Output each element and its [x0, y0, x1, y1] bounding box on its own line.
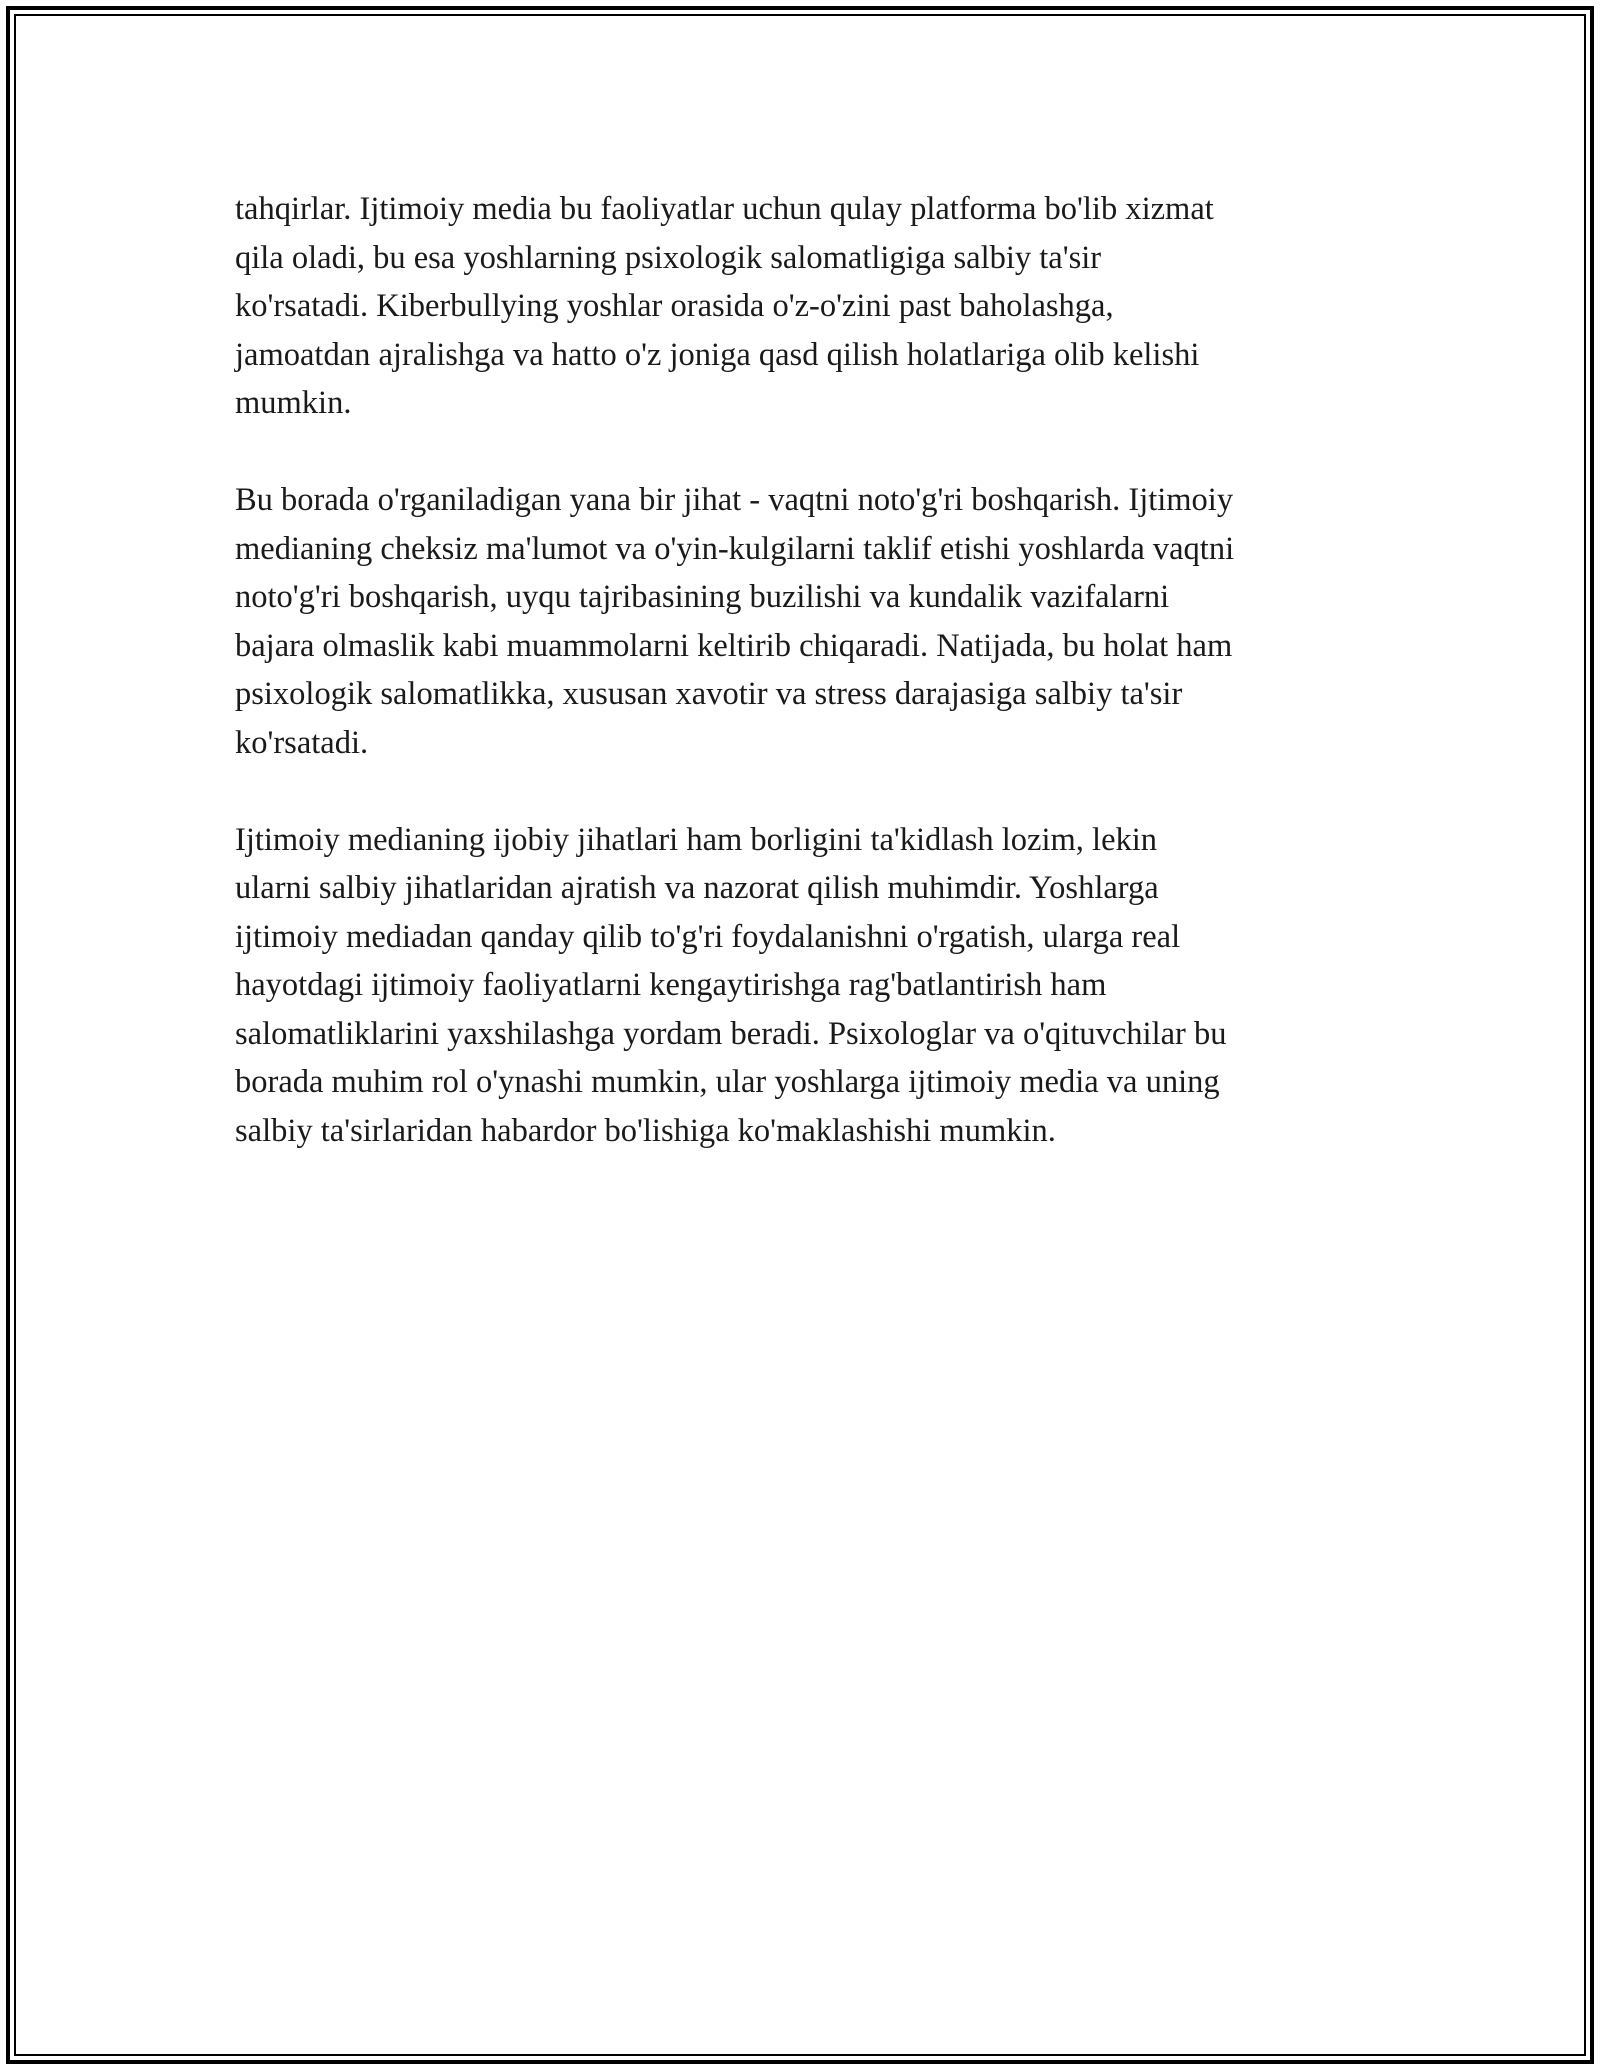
- text-line: noto'g'ri boshqarish, uyqu tajribasining buzilishi va kundalik vazifalarni: [235, 579, 1170, 615]
- paragraph-3: [235, 816, 1375, 1156]
- text-line: jamoatdan ajralishga va hatto o'z joniga qasd qilish holatlariga olib kelishi: [235, 336, 1200, 373]
- text-line: borada muhim rol o'ynashi mumkin, ular yoshlarga ijtimoiy media va uning: [235, 1064, 1220, 1100]
- text-line: Bu borada o'rganiladigan yana bir jihat - vaqtni noto'g'ri boshqarish. Ijtimoiy: [235, 482, 1234, 518]
- text-line: psixologik salomatlikka, xususan xavotir va stress darajasiga salbiy ta'sir: [235, 676, 1183, 712]
- text-line: medianing cheksiz ma'lumot va o'yin-kulgilarni taklif etishi yoshlarda vaqtni: [235, 530, 1235, 567]
- text-line: ko'rsatadi.: [235, 724, 369, 761]
- paragraph-1: [235, 185, 1375, 428]
- text-line: tahqirlar. Ijtimoiy media bu faoliyatlar uchun qulay platforma bo'lib xizmat: [235, 191, 1214, 227]
- text-line: salomatliklarini yaxshilashga yordam beradi. Psixologlar va o'qituvchilar bu: [235, 1015, 1227, 1052]
- text-line: hayotdagi ijtimoiy faoliyatlarni kengaytirishga rag'batlantirish ham: [235, 967, 1107, 1003]
- text-line: salbiy ta'sirlaridan habardor bo'lishiga ko'maklashishi mumkin.: [235, 1112, 1056, 1149]
- text-line: Ijtimoiy medianing ijobiy jihatlari ham borligini ta'kidlash lozim, lekin: [235, 821, 1158, 858]
- paragraph-2: [235, 476, 1375, 767]
- text-line: bajara olmaslik kabi muammolarni keltirib chiqaradi. Natijada, bu holat ham: [235, 627, 1233, 664]
- text-line: ijtimoiy mediadan qanday qilib to'g'ri foydalanishni o'rgatish, ularga real: [235, 918, 1181, 955]
- text-line: ularni salbiy jihatlaridan ajratish va nazorat qilish muhimdir. Yoshlarga: [235, 870, 1159, 906]
- text-line: ko'rsatadi. Kiberbullying yoshlar orasida o'z-o'zini past baholashga,: [235, 288, 1114, 324]
- text-line: qila oladi, bu esa yoshlarning psixologik salomatligiga salbiy ta'sir: [235, 239, 1102, 276]
- document-body: [235, 185, 1375, 1204]
- text-line: mumkin.: [235, 385, 352, 421]
